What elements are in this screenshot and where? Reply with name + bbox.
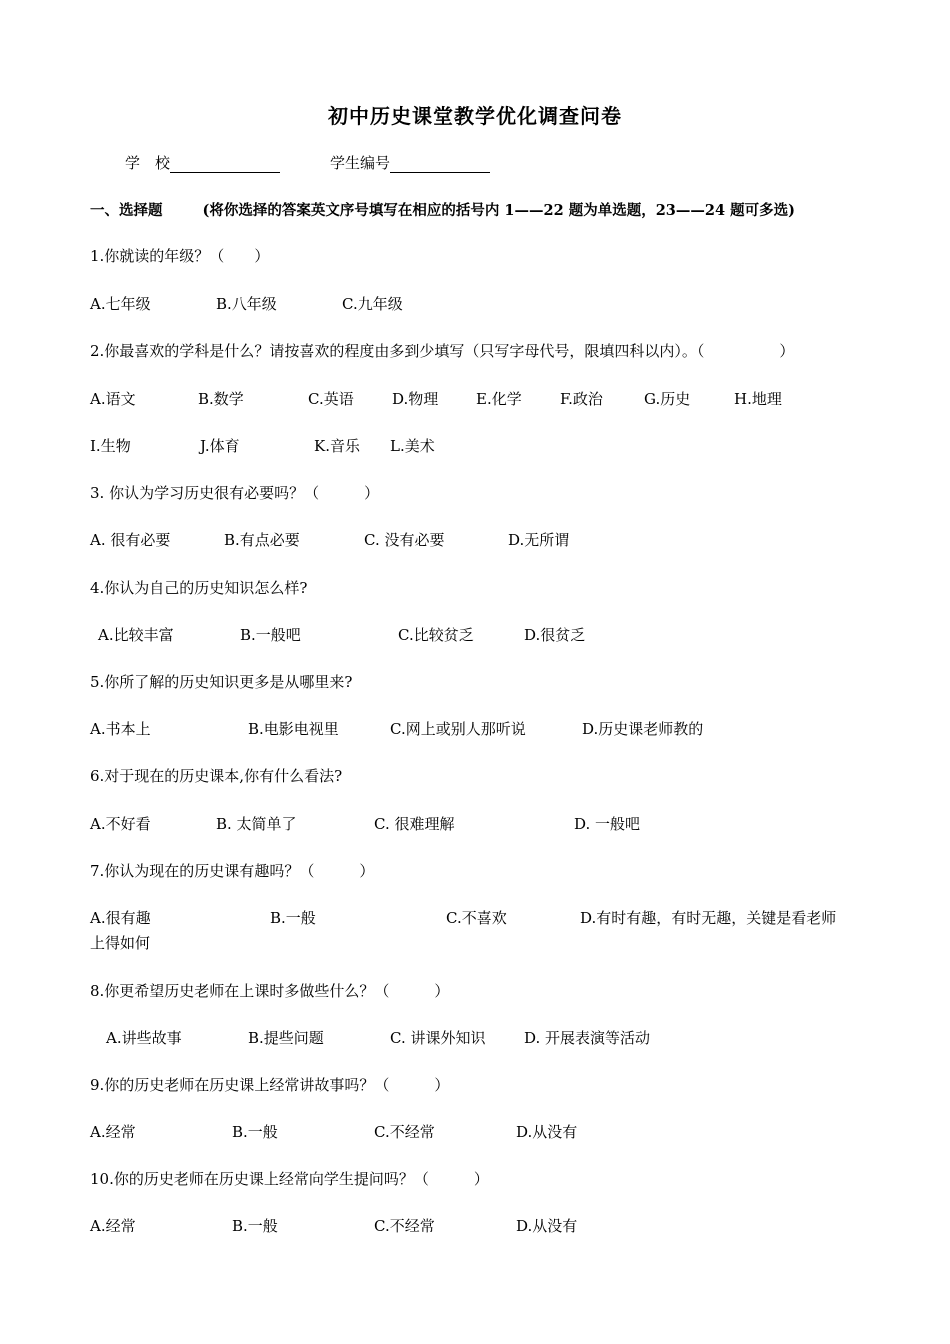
option[interactable]: D.从没有: [516, 1217, 578, 1235]
option[interactable]: C. 没有必要: [364, 531, 445, 549]
options-7: [90, 907, 870, 931]
question-8: 8.你更希望历史老师在上课时多做些什么？（ ）: [90, 982, 450, 1000]
question-3: 3. 你认为学习历史很有必要吗？（ ）: [90, 484, 380, 502]
option[interactable]: D.历史课老师教的: [582, 720, 704, 738]
option[interactable]: C.不经常: [374, 1217, 435, 1235]
option[interactable]: B.有点必要: [224, 531, 300, 549]
option[interactable]: D.有时有趣，有时无趣，关键是看老师: [580, 909, 837, 927]
option[interactable]: B.一般吧: [240, 626, 301, 644]
option[interactable]: C.网上或别人那听说: [390, 720, 526, 738]
question-5: 5.你所了解的历史知识更多是从哪里来?: [90, 673, 353, 691]
option[interactable]: H.地理: [734, 390, 782, 408]
option[interactable]: D.物理: [392, 390, 439, 408]
question-4: 4.你认为自己的历史知识怎么样?: [90, 579, 308, 597]
option-continuation: 上得如何: [90, 934, 151, 952]
options-10: [90, 1215, 870, 1239]
options-2b: [90, 435, 870, 459]
options-8: [90, 1027, 870, 1051]
option[interactable]: D. 一般吧: [574, 815, 641, 833]
option[interactable]: B.一般: [270, 909, 316, 927]
option[interactable]: A. 很有必要: [90, 531, 171, 549]
option[interactable]: B.电影电视里: [248, 720, 339, 738]
question-10: 10.你的历史老师在历史课上经常向学生提问吗？（ ）: [90, 1170, 489, 1188]
option[interactable]: B.提些问题: [248, 1029, 324, 1047]
student-no-label: 学生编号: [330, 154, 391, 172]
option[interactable]: E.化学: [476, 390, 522, 408]
option[interactable]: I.生物: [90, 437, 131, 455]
option[interactable]: A.不好看: [90, 815, 151, 833]
section-note: (将你选择的答案英文序号填写在相应的括号内 1——22 题为单选题，23——24 题可多选): [202, 202, 795, 219]
options-5: [90, 718, 870, 742]
school-blank[interactable]: [170, 156, 280, 173]
question-1: 1.你就读的年级？（ ）: [90, 247, 270, 265]
option[interactable]: D.无所谓: [508, 531, 570, 549]
question-9: 9.你的历史老师在历史课上经常讲故事吗？（ ）: [90, 1076, 450, 1094]
option[interactable]: C. 很难理解: [374, 815, 455, 833]
question-2: 2.你最喜欢的学科是什么？请按喜欢的程度由多到少填写（只写字母代号，限填四科以内）。（ ）: [90, 342, 795, 360]
option[interactable]: A.经常: [90, 1123, 136, 1141]
options-3: [90, 529, 870, 553]
option[interactable]: F.政治: [560, 390, 603, 408]
option[interactable]: A.经常: [90, 1217, 136, 1235]
options-2: [90, 388, 870, 412]
option[interactable]: D. 开展表演等活动: [524, 1029, 651, 1047]
option[interactable]: C.九年级: [342, 295, 403, 313]
student-no-field: [330, 152, 490, 173]
section-title: 一、选择题: [90, 202, 163, 219]
option[interactable]: A.七年级: [90, 295, 151, 313]
student-no-blank[interactable]: [390, 156, 490, 173]
options-4: [90, 624, 870, 648]
option[interactable]: B. 太简单了: [216, 815, 297, 833]
question-7: 7.你认为现在的历史课有趣吗？（ ）: [90, 862, 375, 880]
option[interactable]: B.数学: [198, 390, 244, 408]
question-6: 6.对于现在的历史课本,你有什么看法?: [90, 767, 343, 785]
option[interactable]: A.讲些故事: [106, 1029, 182, 1047]
school-field: [125, 152, 280, 173]
options-1: [90, 293, 870, 317]
page-title: 初中历史课堂教学优化调查问卷: [328, 104, 622, 128]
option[interactable]: C.英语: [308, 390, 354, 408]
option[interactable]: B.一般: [232, 1123, 278, 1141]
option[interactable]: C.不喜欢: [446, 909, 507, 927]
option[interactable]: A.比较丰富: [98, 626, 174, 644]
option[interactable]: A.语文: [90, 390, 136, 408]
option[interactable]: A.很有趣: [90, 909, 151, 927]
option[interactable]: L.美术: [390, 437, 435, 455]
option[interactable]: D.很贫乏: [524, 626, 586, 644]
option[interactable]: D.从没有: [516, 1123, 578, 1141]
option[interactable]: K.音乐: [314, 437, 360, 455]
option[interactable]: G.历史: [644, 390, 691, 408]
option[interactable]: J.体育: [200, 437, 240, 455]
option[interactable]: C. 讲课外知识: [390, 1029, 486, 1047]
option[interactable]: C.不经常: [374, 1123, 435, 1141]
section-heading: [90, 199, 795, 220]
option[interactable]: B.八年级: [216, 295, 277, 313]
options-6: [90, 813, 870, 837]
option[interactable]: B.一般: [232, 1217, 278, 1235]
options-9: [90, 1121, 870, 1145]
school-label: 学 校: [125, 154, 171, 172]
option[interactable]: A.书本上: [90, 720, 151, 738]
option[interactable]: C.比较贫乏: [398, 626, 474, 644]
